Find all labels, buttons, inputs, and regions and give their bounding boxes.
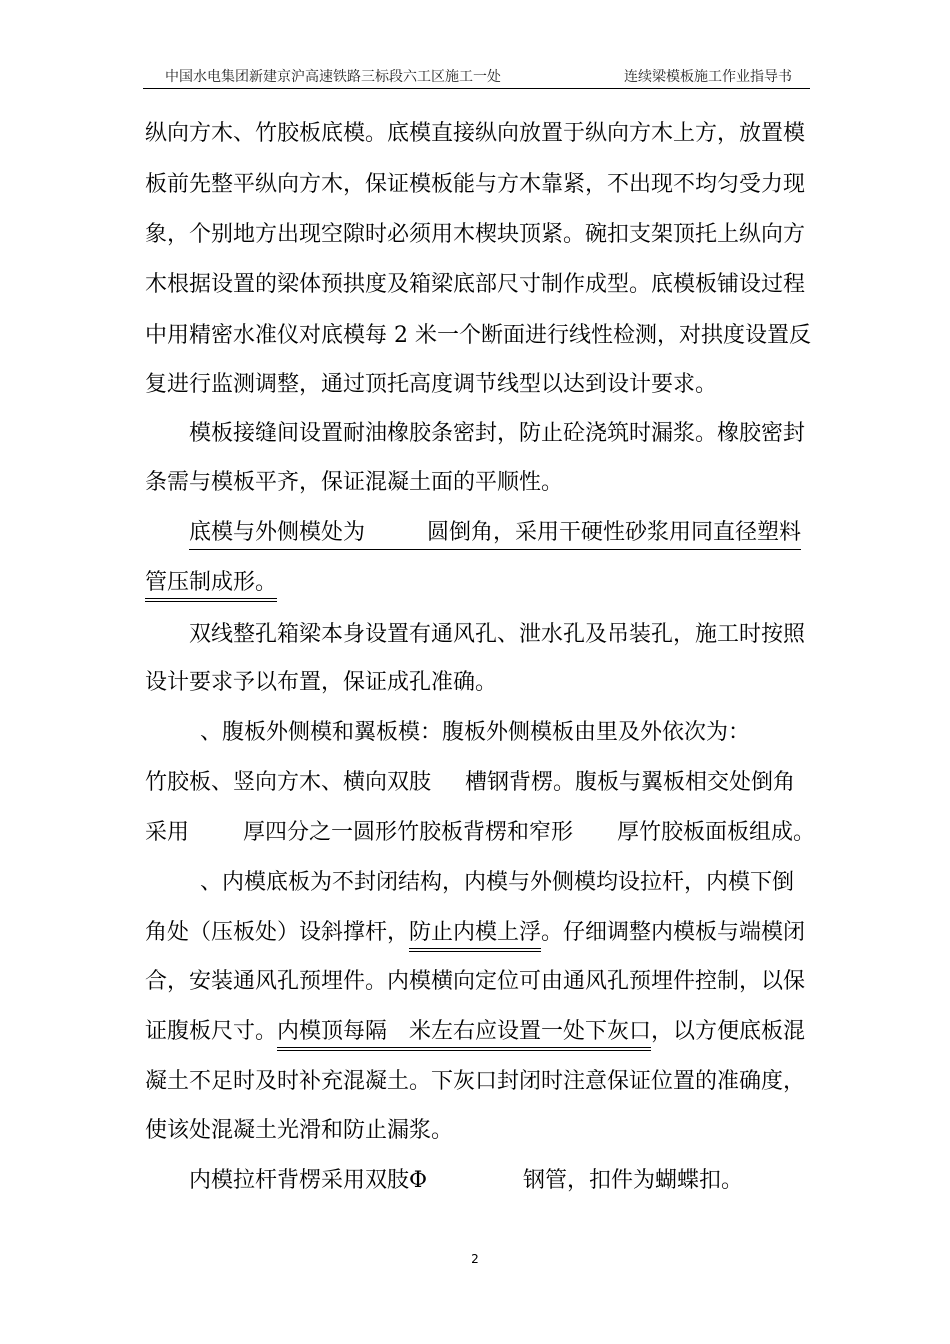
- header-right-text: 连续梁模板施工作业指导书: [624, 69, 792, 85]
- text-line: 双线整孔箱梁本身设置有通风孔、泄水孔及吊装孔，施工时按照: [189, 622, 806, 647]
- double-underlined-text: 防止内模上浮: [409, 920, 541, 952]
- text-line: 复进行监测调整，通过顶托高度调节线型以达到设计要求。: [145, 372, 718, 397]
- text-line: 象，个别地方出现空隙时必须用木楔块顶紧。碗扣支架顶托上纵向方: [145, 222, 806, 247]
- text-segment: 内模拉杆背楞采用双肢Φ: [189, 1168, 428, 1193]
- double-underlined-text: [277, 1019, 651, 1051]
- text-segment: 。仔细调整内模板与端模闭: [541, 920, 806, 945]
- text-line: 纵向方木、竹胶板底模。底模直接纵向放置于纵向方木上方，放置模: [145, 121, 806, 146]
- text-segment: 槽钢背楞。腹板与翼板相交处倒角: [465, 770, 796, 795]
- text-line: [145, 918, 805, 948]
- text-line: [145, 818, 815, 848]
- text-line: 合，安装通风孔预埋件。内模横向定位可由通风孔预埋件控制，以保: [145, 969, 806, 994]
- text-segment: 竹胶板、竖向方木、横向双肢: [145, 770, 432, 795]
- page-header: [143, 66, 810, 89]
- text-line: [145, 768, 795, 798]
- text-segment: 钢管，扣件为蝴蝶扣。: [523, 1168, 744, 1193]
- text-segment: 采用: [145, 820, 190, 845]
- text-line: 模板接缝间设置耐油橡胶条密封，防止砼浇筑时漏浆。橡胶密封: [189, 421, 806, 446]
- text-segment: 内模顶每隔: [277, 1019, 388, 1044]
- header-left-text: 中国水电集团新建京沪高速铁路三标段六工区施工一处: [165, 69, 501, 85]
- text-line: 使该处混凝土光滑和防止漏浆。: [145, 1118, 454, 1143]
- text-line: 、内模底板为不封闭结构，内模与外侧模均设拉杆，内模下倒: [200, 870, 795, 895]
- text-line: 中用精密水准仪对底模每 2 米一个断面进行线性检测，对拱度设置反: [145, 323, 811, 348]
- text-line: 、腹板外侧模和翼板模：腹板外侧模板由里及外依次为：: [200, 720, 751, 745]
- page-number: 2: [471, 1252, 479, 1266]
- text-segment: 证腹板尺寸。: [145, 1019, 278, 1044]
- text-segment: 厚四分之一圆形竹胶板背楞和窄形: [243, 820, 574, 845]
- text-line: 条需与模板平齐，保证混凝土面的平顺性。: [145, 470, 564, 495]
- double-underlined-text: 管压制成形。: [145, 570, 277, 602]
- text-line: 凝土不足时及时补充混凝土。下灰口封闭时注意保证位置的准确度，: [145, 1069, 806, 1094]
- underlined-line: [145, 568, 277, 598]
- underlined-text: [189, 520, 801, 550]
- text-segment: 角处（压板处）设斜撑杆，: [145, 920, 410, 945]
- text-segment: 底模与外侧模处为: [189, 520, 366, 545]
- text-segment: 厚竹胶板面板组成。: [617, 820, 816, 845]
- text-line: [145, 1017, 805, 1047]
- text-segment: 圆倒角，采用干硬性砂浆用同直径塑料: [427, 520, 802, 545]
- text-line: 木根据设置的梁体预拱度及箱梁底部尺寸制作成型。底模板铺设过程: [145, 272, 806, 297]
- text-line: 设计要求予以布置，保证成孔准确。: [145, 670, 498, 695]
- text-segment: ，以方便底板混: [651, 1019, 806, 1044]
- underlined-line: [189, 518, 801, 548]
- text-line: 板前先整平纵向方木，保证模板能与方木靠紧，不出现不均匀受力现: [145, 172, 806, 197]
- text-line: [189, 1166, 743, 1196]
- text-segment: 米左右应设置一处下灰口: [409, 1019, 652, 1044]
